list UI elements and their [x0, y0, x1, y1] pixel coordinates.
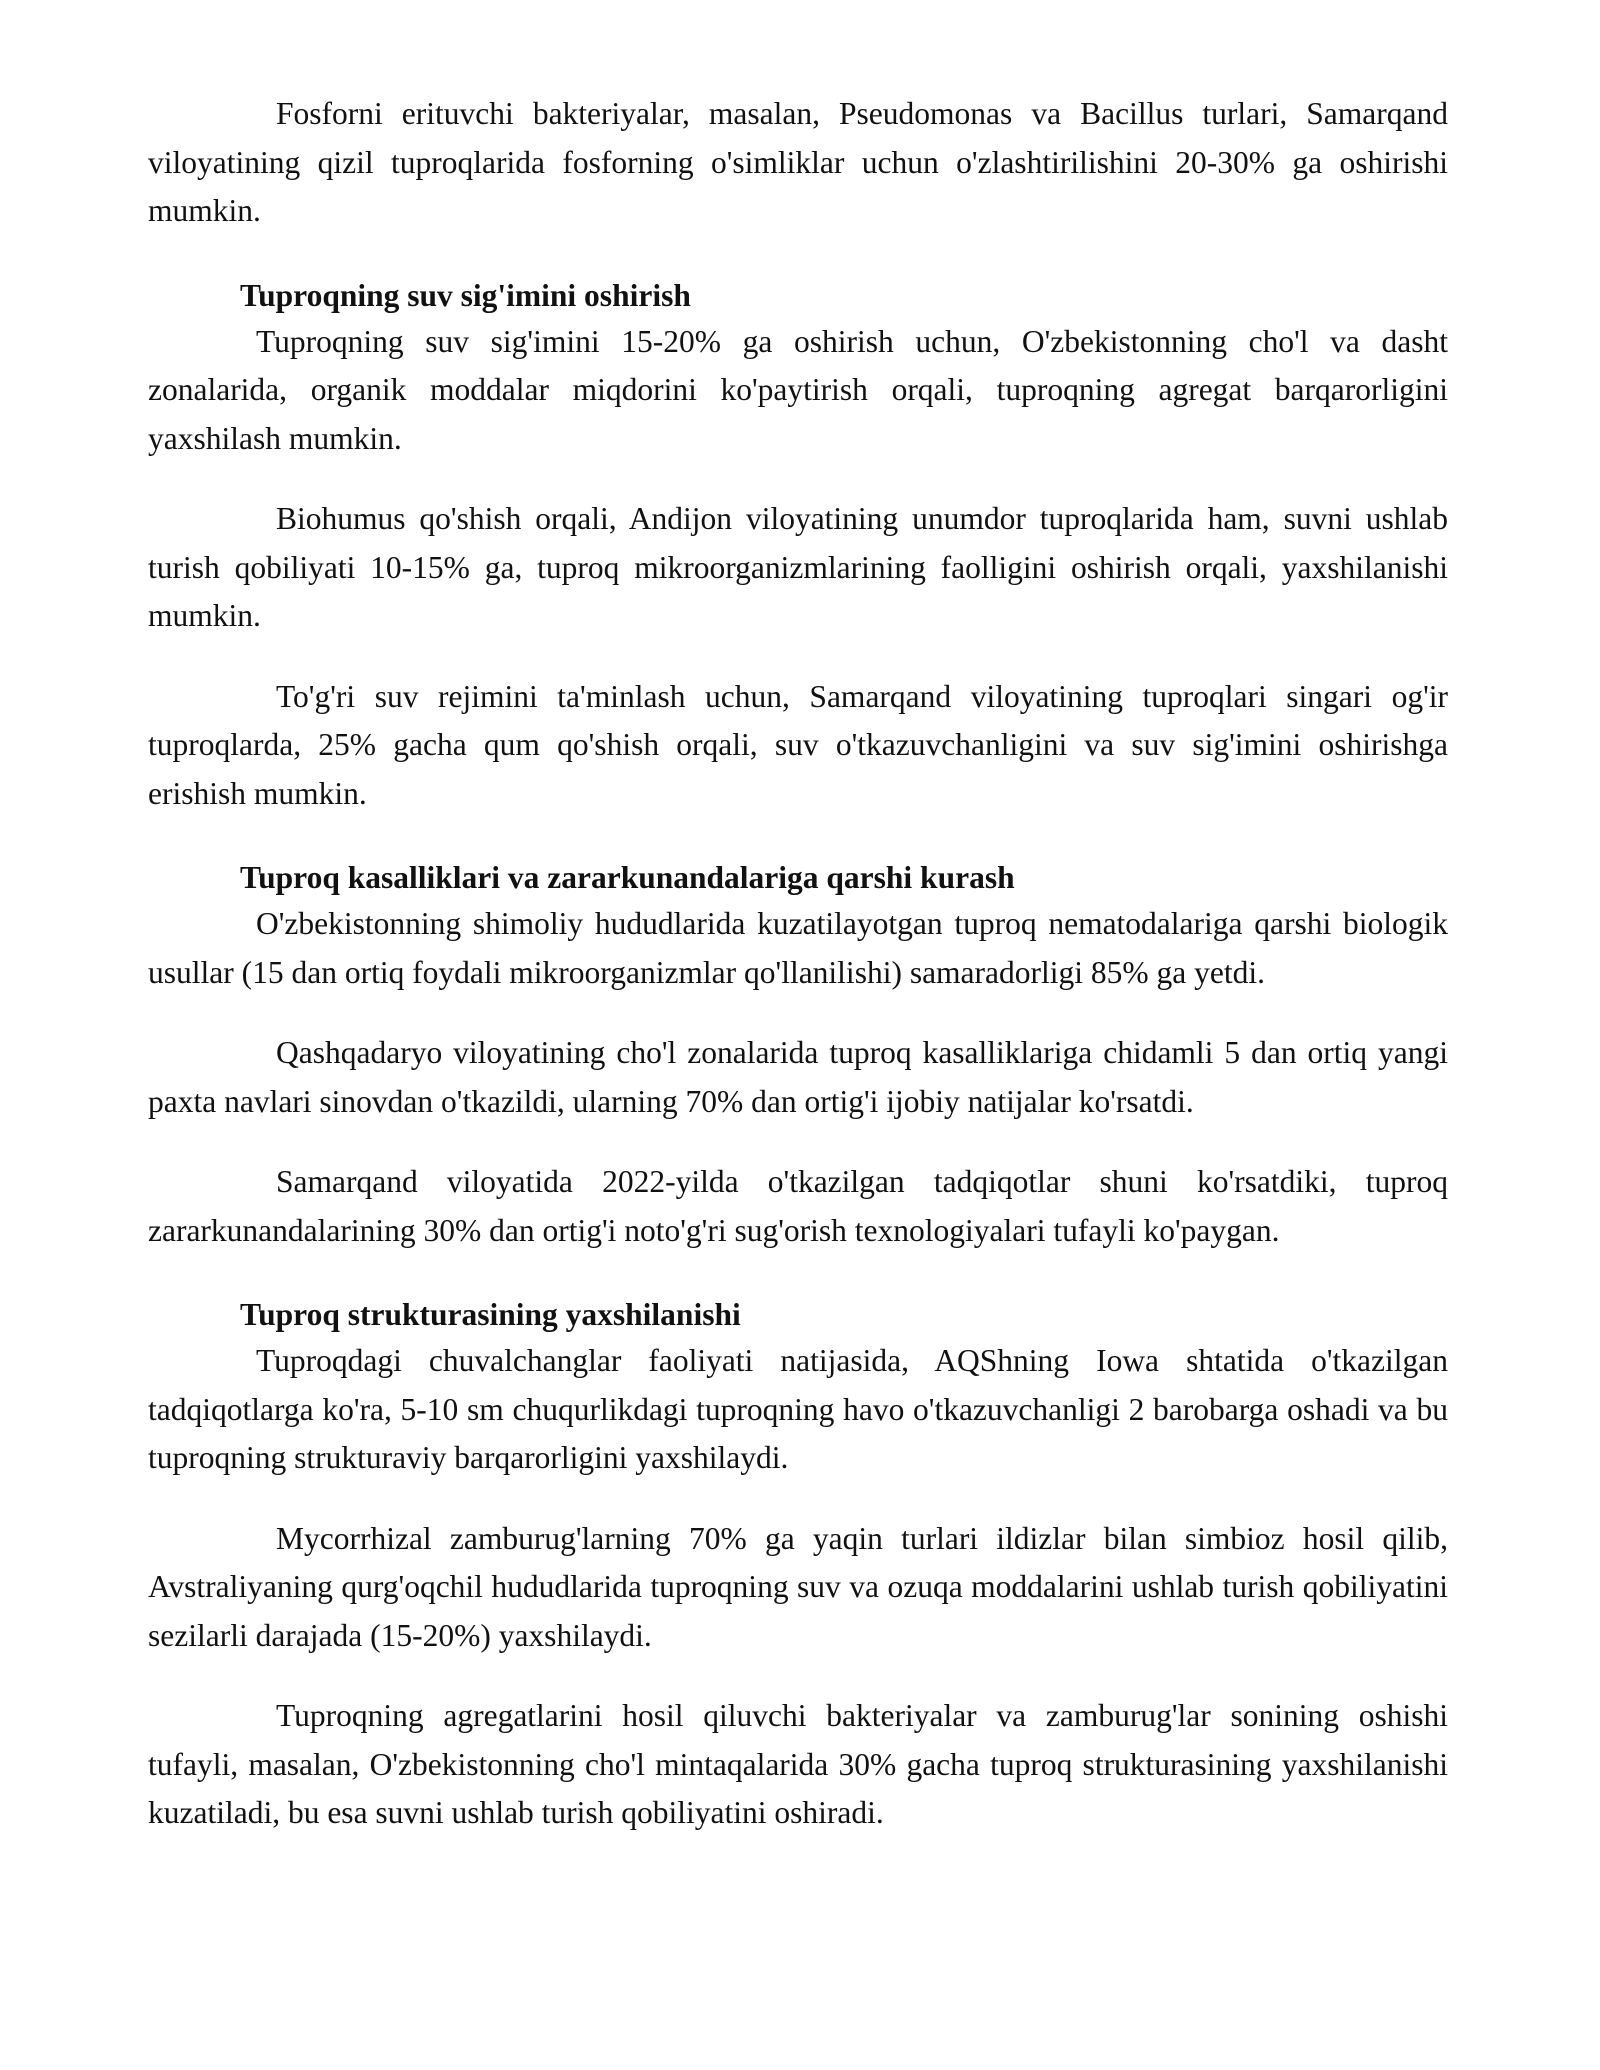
spacer [148, 1483, 1448, 1515]
paragraph: Tuproqning agregatlarini hosil qiluvchi bakteriyalar va zamburug'lar sonining oshishi tufayli, masalan, O'zbekistonning cho'l mintaqalarida 30% gacha tuproq strukturasining yaxshilanishi kuzatiladi, bu esa suvni ushlab turish qobiliyatini oshiradi. [148, 1698, 1448, 1830]
spacer [148, 997, 1448, 1029]
paragraph: Qashqadaryo viloyatining cho'l zonalarida tuproq kasalliklariga chidamli 5 dan ortiq yangi paxta navlari sinovdan o'tkazildi, ularning 70% dan ortig'i ijobiy natijalar ko'rsatdi. [148, 1035, 1448, 1119]
spacer [148, 1126, 1448, 1158]
paragraph: To'g'ri suv rejimini ta'minlash uchun, Samarqand viloyatining tuproqlari singari og'ir tuproqlarda, 25% gacha qum qo'shish orqali, suv o'tkazuvchanligini va suv sig'imini oshirishga erishish mumkin. [148, 678, 1448, 811]
spacer [148, 641, 1448, 673]
paragraph: Mycorrhizal zamburug'larning 70% ga yaqin turlari ildizlar bilan simbioz hosil qilib, Avstraliyaning qurg'oqchil hududlarida tuproqning suv va ozuqa moddalarini ushlab turish qobiliyatini sezilarli darajada (15-20%) yaxshilaydi. [148, 1520, 1448, 1653]
paragraph: Tuproqning suv sig'imini 15-20% ga oshirish uchun, O'zbekistonning cho'l va dasht zonalarida, organik moddalar miqdorini ko'paytirish orqali, tuproqning agregat barqarorligini yaxshilash mumkin. [148, 323, 1448, 456]
document-body [148, 90, 1448, 1838]
section-heading-soil-structure: Tuproq strukturasining yaxshilanishi [240, 1297, 741, 1332]
spacer [148, 1255, 1448, 1293]
spacer [148, 818, 1448, 856]
spacer [148, 463, 1448, 495]
paragraph: Biohumus qo'shish orqali, Andijon viloyatining unumdor tuproqlarida ham, suvni ushlab turish qobiliyati 10-15% ga, tuproq mikroorganizmlarining faolligini oshirish orqali, yaxshilanishi mumkin. [148, 501, 1448, 633]
paragraph: O'zbekistonning shimoliy hududlarida kuzatilayotgan tuproq nematodalariga qarshi biologik usullar (15 dan ortiq foydali mikroorganizmlar qo'llanilishi) samaradorligi 85% ga yetdi. [148, 906, 1448, 990]
spacer [148, 236, 1448, 274]
paragraph: Tuproqdagi chuvalchanglar faoliyati natijasida, AQShning Iowa shtatida o'tkazilgan tadqiqotlarga ko'ra, 5-10 sm chuqurlikdagi tuproqning havo o'tkazuvchanligi 2 barobarga oshadi va bu tuproqning strukturaviy barqarorligini yaxshilaydi. [148, 1343, 1448, 1475]
spacer [148, 1660, 1448, 1692]
intro-paragraph: Fosforni erituvchi bakteriyalar, masalan, Pseudomonas va Bacillus turlari, Samarqand viloyatining qizil tuproqlarida fosforning o'simliklar uchun o'zlashtirilishini 20-30% ga oshirishi mumkin. [148, 96, 1448, 228]
section-heading-diseases-pests: Tuproq kasalliklari va zararkunandalariga qarshi kurash [240, 860, 1015, 895]
section-heading-water-capacity: Tuproqning suv sig'imini oshirish [240, 277, 691, 313]
paragraph: Samarqand viloyatida 2022-yilda o'tkazilgan tadqiqotlar shuni ko'rsatdiki, tuproq zararkunandalarining 30% dan ortig'i noto'g'ri sug'orish texnologiyalari tufayli ko'paygan. [148, 1164, 1448, 1248]
